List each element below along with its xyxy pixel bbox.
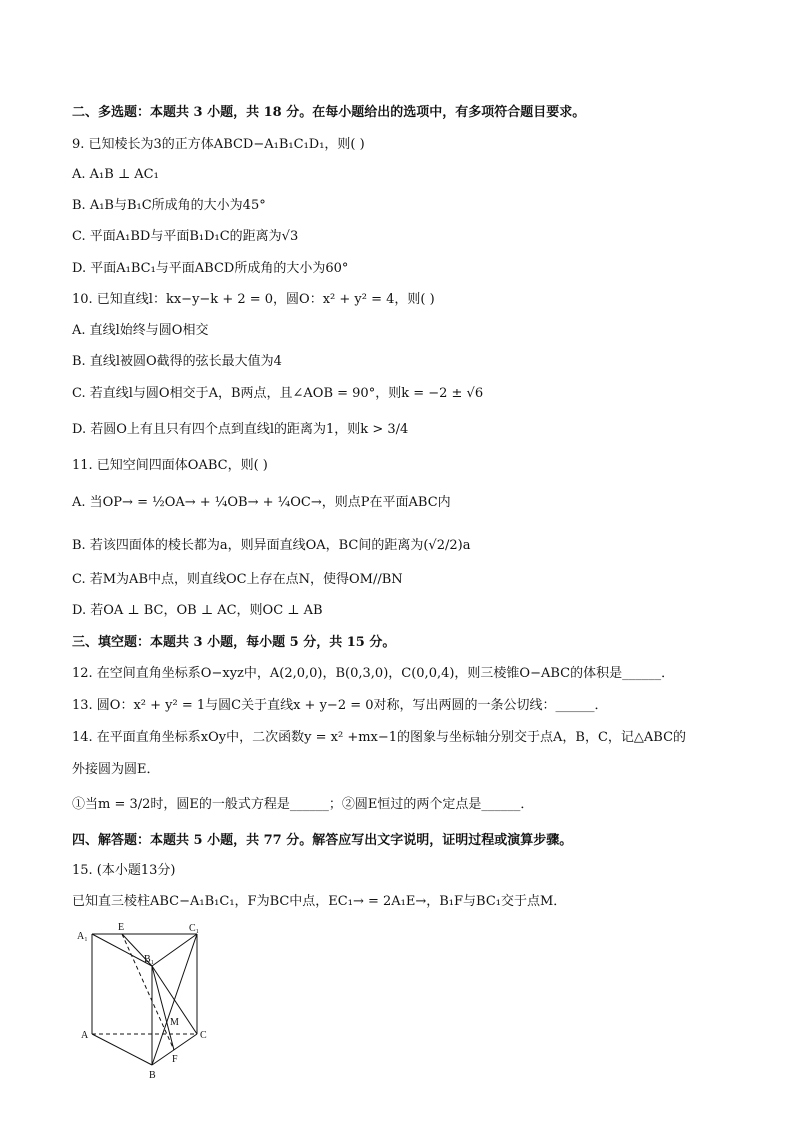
section-2-header: 二、多选题：本题共 3 小题，共 18 分。在每小题给出的选项中，有多项符合题目要求。: [72, 105, 586, 120]
question-15-title: 15. (本小题13分): [72, 863, 176, 878]
label-c: C: [200, 1030, 207, 1041]
edge-a-b: [92, 1034, 152, 1065]
question-9-option-a: A. A₁B ⊥ AC₁: [72, 167, 159, 182]
label-c1: C₁: [189, 923, 200, 934]
label-m: M: [170, 1017, 179, 1028]
question-9-stem: 9. 已知棱长为3的正方体ABCD−A₁B₁C₁D₁，则( ): [72, 137, 365, 152]
question-14-line-1: 14. 在平面直角坐标系xOy中，二次函数y = x² +mx−1的图象与坐标轴分别交于点A，B，C，记△ABC的: [72, 730, 687, 745]
label-b: B: [149, 1070, 156, 1081]
question-11-option-d: D. 若OA ⊥ BC，OB ⊥ AC，则OC ⊥ AB: [72, 603, 323, 618]
question-10-option-b: B. 直线l被圆O截得的弦长最大值为4: [72, 354, 282, 369]
question-11-option-a: A. 当OP→ = ½OA→ + ¼OB→ + ¼OC→，则点P在平面ABC内: [72, 495, 451, 510]
prism-figure: [72, 922, 222, 1086]
label-e: E: [118, 922, 125, 933]
label-a: A: [81, 1030, 89, 1041]
label-f: F: [172, 1054, 178, 1065]
question-12: 12. 在空间直角坐标系O−xyz中，A(2,0,0)，B(0,3,0)，C(0,0,4)，则三棱锥O−ABC的体积是______．: [72, 666, 675, 681]
question-9-option-d: D. 平面A₁BC₁与平面ABCD所成角的大小为60°: [72, 261, 349, 276]
question-9-option-c: C. 平面A₁BD与平面B₁D₁C的距离为√3: [72, 229, 299, 244]
line-b1-f: [152, 966, 174, 1050]
question-14-line-2: 外接圆为圆E．: [72, 762, 160, 777]
question-15-stem: 已知直三棱柱ABC−A₁B₁C₁，F为BC中点，EC₁→ = 2A₁E→，B₁F与BC₁交于点M．: [72, 894, 567, 909]
line-e-f: [122, 934, 174, 1050]
question-14-line-3: ①当m = 3/2时，圆E的一般式方程是______；②圆E恒过的两个定点是______．: [72, 797, 534, 812]
question-10-option-c: C. 若直线l与圆O相交于A，B两点，且∠AOB = 90°，则k = −2 ± √6: [72, 386, 484, 401]
question-10-stem: 10. 已知直线l：kx−y−k + 2 = 0，圆O：x² + y² = 4，则( ): [72, 292, 435, 307]
section-3-header: 三、填空题：本题共 3 小题，每小题 5 分，共 15 分。: [72, 635, 396, 650]
prism-diagram: [72, 922, 222, 1082]
section-4-header: 四、解答题：本题共 5 小题，共 77 分。解答应写出文字说明，证明过程或演算步骤。: [72, 833, 573, 848]
label-a1: A₁: [77, 931, 88, 942]
edge-a1-b1: [92, 934, 155, 966]
question-10-option-a: A. 直线l始终与圆O相交: [72, 323, 209, 338]
question-11-option-b: B. 若该四面体的棱长都为a，则异面直线OA，BC间的距离为(√2/2)a: [72, 538, 471, 553]
question-10-option-d: D. 若圆O上有且只有四个点到直线l的距离为1，则k > 3/4: [72, 422, 409, 437]
question-11-stem: 11. 已知空间四面体OABC，则( ): [72, 458, 268, 473]
question-13: 13. 圆O：x² + y² = 1与圆C关于直线x + y−2 = 0对称，写出两圆的一条公切线：______．: [72, 698, 608, 713]
question-11-option-c: C. 若M为AB中点，则直线OC上存在点N，使得OM//BN: [72, 572, 403, 587]
label-b1: B₁: [144, 954, 155, 965]
question-9-option-b: B. A₁B与B₁C所成角的大小为45°: [72, 198, 266, 213]
edge-b1-c1: [152, 934, 197, 966]
